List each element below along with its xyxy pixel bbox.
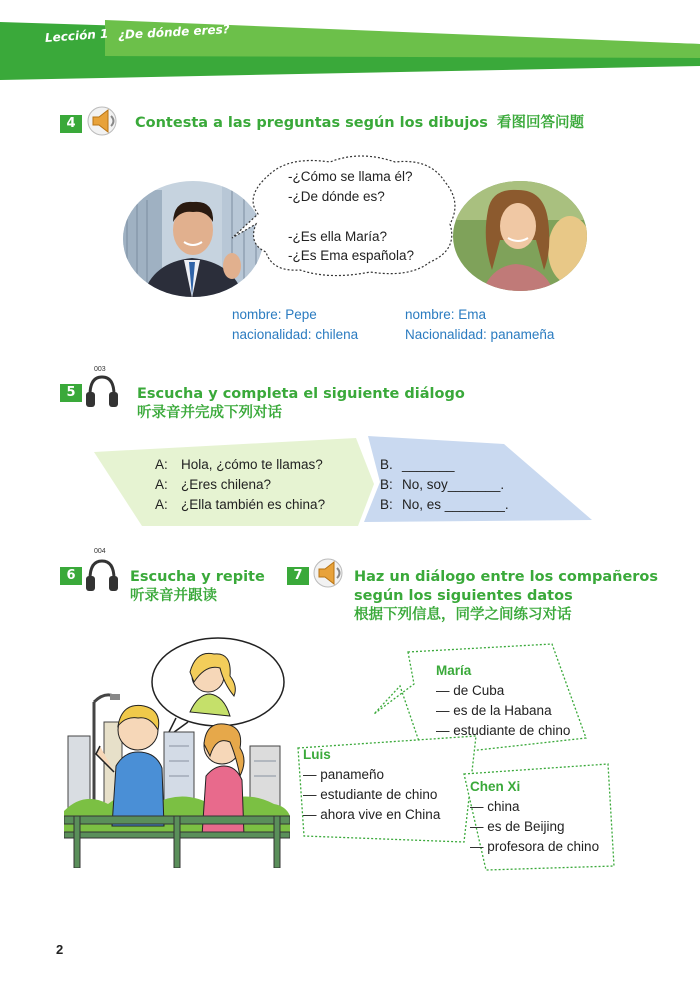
ema-nationality: Nacionalidad: panameña <box>405 327 555 342</box>
card-maria <box>436 661 570 741</box>
list-item: — es de la Habana <box>436 703 552 718</box>
exercise-number-7: 7 <box>287 567 309 585</box>
list-item: — de Cuba <box>436 683 505 698</box>
lesson-label: Lección 1 <box>44 26 109 45</box>
bubble-line-1: -¿Cómo se llama él? <box>288 169 413 184</box>
dialogue-row: A: ¿Ella también es china? <box>155 497 326 512</box>
headphones-icon <box>82 557 122 593</box>
exercise-4-title-es: Contesta a las preguntas según los dibujos <box>135 115 488 131</box>
exercise-5-title: Escucha y completa el siguiente diálogo <box>137 386 465 402</box>
list-item: — estudiante de chino <box>303 787 438 802</box>
card-maria-name: María <box>436 663 472 678</box>
dialogue-right <box>380 455 509 515</box>
exercise-number-4: 4 <box>60 115 82 133</box>
woman-photo <box>452 180 588 292</box>
page-number: 2 <box>56 942 64 957</box>
list-item: — ahora vive en China <box>303 807 441 822</box>
dialogue-row: A: Hola, ¿cómo te llamas? <box>155 457 323 472</box>
card-luis <box>303 745 440 825</box>
speaker-icon <box>310 556 350 590</box>
list-item: — china <box>470 799 520 814</box>
exercise-7-title-2: según los siguientes datos <box>354 588 573 604</box>
list-item: — panameño <box>303 767 385 782</box>
card-chenxi-name: Chen Xi <box>470 779 521 794</box>
ema-name: nombre: Ema <box>405 307 487 322</box>
exercise-6-title-cn: 听录音并跟读 <box>130 588 217 604</box>
exercise-6-title: Escucha y repite <box>130 569 265 585</box>
exercise-7-title-cn: 根据下列信息，同学之间练习对话 <box>354 607 572 623</box>
exercise-5-title-cn: 听录音并完成下列对话 <box>137 405 282 421</box>
dialogue-left <box>155 455 325 515</box>
bubble-line-3: -¿Es ella María? <box>288 229 388 244</box>
speaker-icon <box>84 104 124 138</box>
dialogue-row: B: No, soy_______. <box>380 477 505 492</box>
list-item: — profesora de chino <box>470 839 600 854</box>
headphones-icon <box>82 373 122 409</box>
list-item: — es de Beijing <box>470 819 565 834</box>
bubble-line-2: -¿De dónde es? <box>288 189 385 204</box>
exercise-7-title-1: Haz un diálogo entre los compañeros <box>354 569 659 585</box>
card-luis-name: Luis <box>303 747 331 762</box>
exercise-number-6: 6 <box>60 567 82 585</box>
track-number-003: 003 <box>94 366 106 373</box>
dialogue-row: B. _______ <box>380 457 455 472</box>
exercise-number-5: 5 <box>60 384 82 402</box>
exercise-4-title <box>135 114 584 132</box>
students-illustration <box>64 636 290 868</box>
track-number-004: 004 <box>94 548 106 555</box>
list-item: — estudiante de chino <box>436 723 571 738</box>
card-chenxi <box>470 777 599 857</box>
pepe-name: nombre: Pepe <box>232 307 317 322</box>
dialogue-row: A: ¿Eres chilena? <box>155 477 272 492</box>
bubble-line-4: -¿Es Ema española? <box>288 248 415 263</box>
dialogue-row: B: No, es ________. <box>380 497 509 512</box>
pepe-nationality: nacionalidad: chilena <box>232 327 359 342</box>
exercise-4-title-cn: 看图回答问题 <box>496 115 584 131</box>
lesson-title: ¿De dónde eres? <box>117 22 231 42</box>
